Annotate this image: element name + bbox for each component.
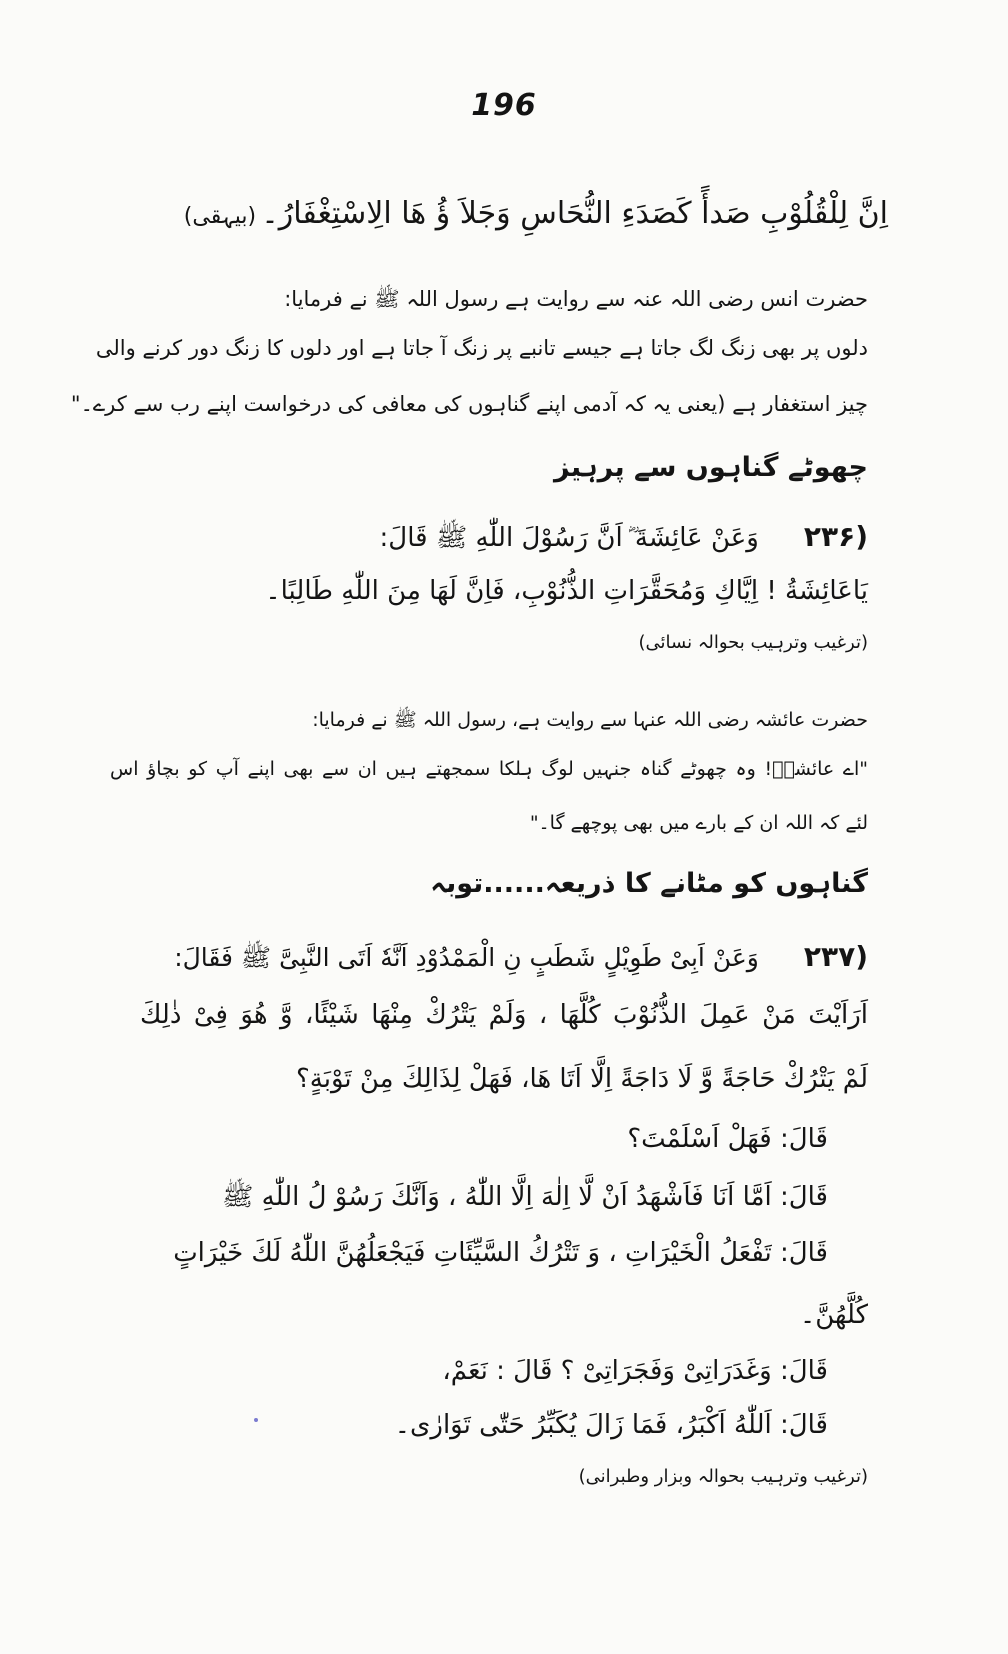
- hadith-237-arabic-1: وَعَنْ اَبِیْ طَوِيْلٍ شَطَبٍ نِ الْمَمْدُوْدِ اَنَّهٗ اَتَى النَّبِیَّ ﷺ فَقَالَ:: [174, 943, 759, 972]
- hadith-237-number: (۲۳۷: [803, 940, 868, 973]
- heading-small-sins: چھوٹے گناہوں سے پرہیز: [554, 452, 868, 483]
- hadith-236-line-1: [380, 520, 868, 559]
- hadith-237-line-1: [174, 940, 868, 979]
- intro-reference: (بیہقی): [183, 204, 257, 229]
- hadith-236-arabic-2: يَاعَائِشَةُ ! اِيَّاكِ وَمُحَقَّرَاتِ الذُّنُوْبِ، فَاِنَّ لَهَا مِنَ اللّٰهِ طَالِبًا۔: [265, 576, 868, 606]
- intro-urdu-narration: حضرت انس رضی اللہ عنہ سے روایت ہے رسول اللہ ﷺ نے فرمایا:: [284, 287, 868, 311]
- ink-speck: [254, 1418, 258, 1422]
- hadith-236-urdu-3: لئے کہ اللہ ان کے بارے میں بھی پوچھے گا۔": [529, 812, 868, 834]
- intro-urdu-line-2: دلوں پر بھی زنگ لگ جاتا ہے جیسے تانبے پر زنگ آ جاتا ہے اور دلوں کا زنگ دور کرنے والی: [95, 336, 868, 360]
- hadith-237-arabic-3: لَمْ يَتْرُكْ حَاجَةً وَّ لَا دَاجَةً اِلَّا اَتَا هَا، فَهَلْ لِذَالِكَ مِنْ تَوْبَةٍ؟: [295, 1064, 868, 1094]
- hadith-236-arabic-1: وَعَنْ عَائِشَةَ ؓ اَنَّ رَسُوْلَ اللّٰهِ ﷺ قَالَ:: [379, 523, 759, 553]
- hadith-236-urdu-2: "اے عائشہؓ! وہ چھوٹے گناہ جنہیں لوگ ہلکا سمجھتے ہیں ان سے بھی اپنے آپ کو بچاؤ اس: [110, 758, 868, 780]
- intro-urdu-line-3: چیز استغفار ہے (یعنی یہ کہ آدمی اپنے گناہوں کی معافی کی درخواست اپنے رب سے کرے۔": [70, 392, 868, 416]
- intro-arabic-line: [184, 196, 888, 231]
- hadith-237-reference: (ترغیب وترہیب بحوالہ وبزار وطبرانی): [578, 1466, 868, 1487]
- hadith-237-arabic-5: قَالَ: اَمَّا اَنَا فَاَشْهَدُ اَنْ لَّا اِلٰهَ اِلَّا اللّٰهُ ، وَاَنَّكَ رَسُوْ لُ اللّٰهِ ﷺ: [222, 1182, 828, 1212]
- intro-arabic-text: اِنَّ لِلْقُلُوْبِ صَدأً كَصَدَءِ النُّحَاسِ وَجَلاَ ؤُ هَا الِاسْتِغْفَارُ۔: [261, 196, 888, 231]
- hadith-236-number: (۲۳۶: [803, 520, 868, 553]
- hadith-237-arabic-2: اَرَاَيْتَ مَنْ عَمِلَ الذُّنُوْبَ كُلَّهَا ، وَلَمْ يَتْرُكْ مِنْهَا شَيْئًا، وَّ هُوَ فِیْ ذٰلِكَ: [140, 1000, 868, 1030]
- hadith-237-arabic-4: قَالَ: فَهَلْ اَسْلَمْتَ؟: [627, 1124, 828, 1154]
- heading-repentance: گناہوں کو مٹانے کا ذریعہ......توبہ: [430, 868, 868, 899]
- hadith-236-urdu-narration: حضرت عائشہ رضی اللہ عنہا سے روایت ہے، رسول اللہ ﷺ نے فرمایا:: [312, 709, 868, 731]
- page-number: 196: [471, 88, 537, 123]
- hadith-237-arabic-9: قَالَ: اَللّٰهُ اَكْبَرُ، فَمَا زَالَ يُكَبِّرُ حَتّٰى تَوَارٰى۔: [394, 1410, 828, 1440]
- hadith-237-arabic-7: كُلَّهُنَّ۔: [800, 1300, 868, 1330]
- hadith-237-arabic-8: قَالَ: وَغَدَرَاتِیْ وَفَجَرَاتِیْ ؟ قَالَ : نَعَمْ،: [442, 1356, 828, 1386]
- hadith-237-arabic-6: قَالَ: تَفْعَلُ الْخَيْرَاتِ ، وَ تَتْرُكُ السَّيِّئَاتِ فَيَجْعَلُهُنَّ اللّٰهُ لَكَ خَيْرَاتٍ: [173, 1238, 828, 1268]
- hadith-236-reference: (ترغیب وترہیب بحوالہ نسائی): [638, 632, 868, 653]
